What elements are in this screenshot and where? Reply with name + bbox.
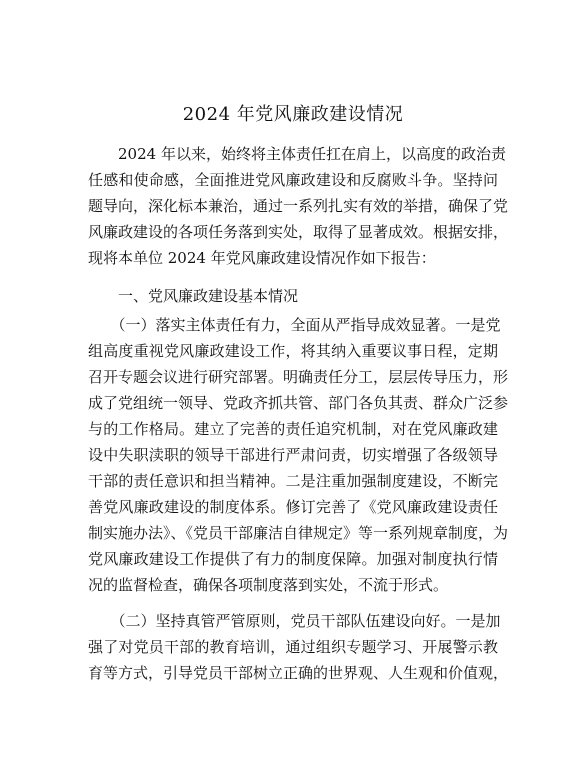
text-line: 制实施办法》、《党员干部廉洁自律规定》等一系列规章制度，为: [88, 524, 509, 542]
text-line: 2024 年以来，始终将主体责任扛在肩上，以高度的政治责: [88, 145, 506, 163]
text-line: 善党风廉政建设的制度体系。修订完善了《党风廉政建设责任: [88, 498, 498, 516]
text-line: 任感和使命感，全面推进党风廉政建设和反腐败斗争。坚持问: [88, 171, 498, 189]
section-heading: [88, 283, 498, 309]
text-line: 与的工作格局。建立了完善的责任追究机制，对在党风廉政建: [88, 420, 498, 438]
text-line: 设中失职渎职的领导干部进行严肃问责，切实增强了各级领导: [88, 446, 498, 464]
text-line: 育等方式，引导党员干部树立正确的世界观、人生观和价值观，: [88, 664, 509, 682]
text-line: 成了党组统一领导、党政齐抓共管、部门各负其责、群众广泛参: [88, 394, 509, 412]
text-line: 强了对党员干部的教育培训，通过组织专题学习、开展警示教: [88, 638, 498, 656]
text-line: 题导向，深化标本兼治，通过一系列扎实有效的举措，确保了党: [88, 197, 509, 215]
text-line: 召开专题会议进行研究部署。明确责任分工，层层传导压力，形: [88, 368, 509, 386]
document-title: 2024 年党风廉政建设情况: [182, 104, 404, 125]
text-line: 干部的责任意识和担当精神。二是注重加强制度建设，不断完: [88, 472, 498, 490]
text-line: 党风廉政建设工作提供了有力的制度保障。加强对制度执行情: [88, 550, 498, 568]
intro-paragraph: [88, 141, 509, 271]
text-line: 组高度重视党风廉政建设工作，将其纳入重要议事日程，定期: [88, 342, 498, 360]
text-line: （二）坚持真管严管原则，党员干部队伍建设向好。一是加: [88, 612, 501, 630]
subsection-1-paragraph: [88, 312, 509, 598]
text-line: 风廉政建设的各项任务落到实处，取得了显著成效。根据安排，: [88, 223, 509, 241]
text-line: （一）落实主体责任有力，全面从严指导成效显著。一是党: [88, 316, 501, 334]
subsection-2-paragraph: [88, 608, 509, 686]
text-line: 况的监督检查，确保各项制度落到实处，不流于形式。: [88, 576, 449, 594]
text-line: 现将本单位 2024 年党风廉政建设情况作如下报告：: [88, 249, 436, 267]
text-line: 一、党风廉政建设基本情况: [88, 287, 299, 305]
